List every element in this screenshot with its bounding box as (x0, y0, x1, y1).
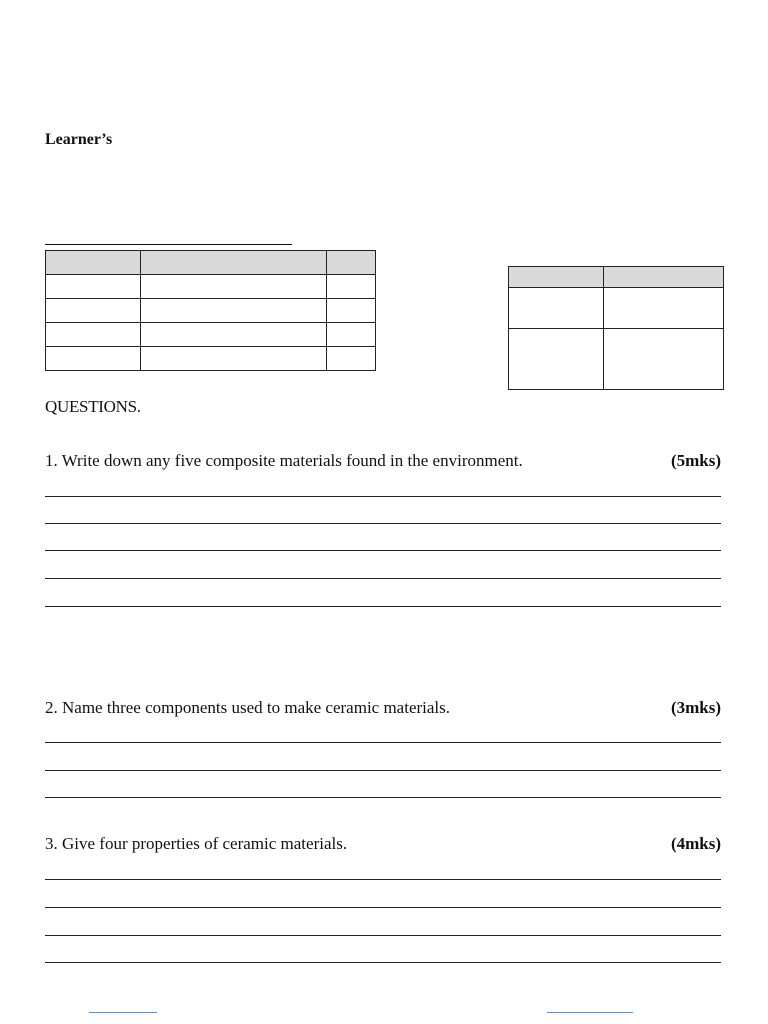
answer-line[interactable] (45, 742, 721, 743)
question-1-marks: (5mks) (670, 451, 721, 470)
table-cell (509, 329, 604, 390)
table-row (46, 347, 376, 371)
table-row (509, 267, 724, 288)
marks-table (508, 266, 724, 390)
table-row (46, 299, 376, 323)
question-1-text: 1. Write down any five composite materials found in the environment. (45, 451, 523, 470)
table-cell (140, 323, 326, 347)
table-cell (509, 288, 604, 329)
answer-line[interactable] (45, 523, 721, 524)
table-cell (46, 347, 141, 371)
answer-line[interactable] (45, 550, 721, 551)
footer-link-line[interactable] (89, 1012, 157, 1013)
learner-name-line (45, 244, 292, 245)
table-cell (603, 267, 723, 288)
table-cell (327, 251, 376, 275)
table-cell (140, 347, 326, 371)
table-cell (46, 323, 141, 347)
table-cell (327, 275, 376, 299)
table-cell (140, 275, 326, 299)
table-cell (140, 251, 326, 275)
table-cell (509, 267, 604, 288)
answer-line[interactable] (45, 879, 721, 880)
table-row (509, 329, 724, 390)
table-cell (46, 251, 141, 275)
table-cell (327, 323, 376, 347)
score-table (45, 250, 376, 371)
answer-line[interactable] (45, 935, 721, 936)
question-3-marks: (4mks) (670, 834, 721, 853)
question-2-text: 2. Name three components used to make ceramic materials. (45, 698, 451, 717)
answer-line[interactable] (45, 797, 721, 798)
table-cell (46, 299, 141, 323)
answer-line[interactable] (45, 578, 721, 579)
table-row (46, 275, 376, 299)
table-cell (327, 299, 376, 323)
answer-line[interactable] (45, 770, 721, 771)
learner-label: Learner’s (45, 131, 113, 148)
question-2-marks: (3mks) (670, 698, 721, 717)
table-row (46, 323, 376, 347)
answer-line[interactable] (45, 962, 721, 963)
questions-heading: QUESTIONS. (45, 397, 141, 416)
question-3-text: 3. Give four properties of ceramic materials. (45, 834, 348, 853)
answer-line[interactable] (45, 606, 721, 607)
table-cell (603, 288, 723, 329)
table-cell (327, 347, 376, 371)
footer-link-line[interactable] (547, 1012, 633, 1013)
table-row (46, 251, 376, 275)
answer-line[interactable] (45, 496, 721, 497)
table-cell (603, 329, 723, 390)
table-cell (140, 299, 326, 323)
table-cell (46, 275, 141, 299)
answer-line[interactable] (45, 907, 721, 908)
table-row (509, 288, 724, 329)
